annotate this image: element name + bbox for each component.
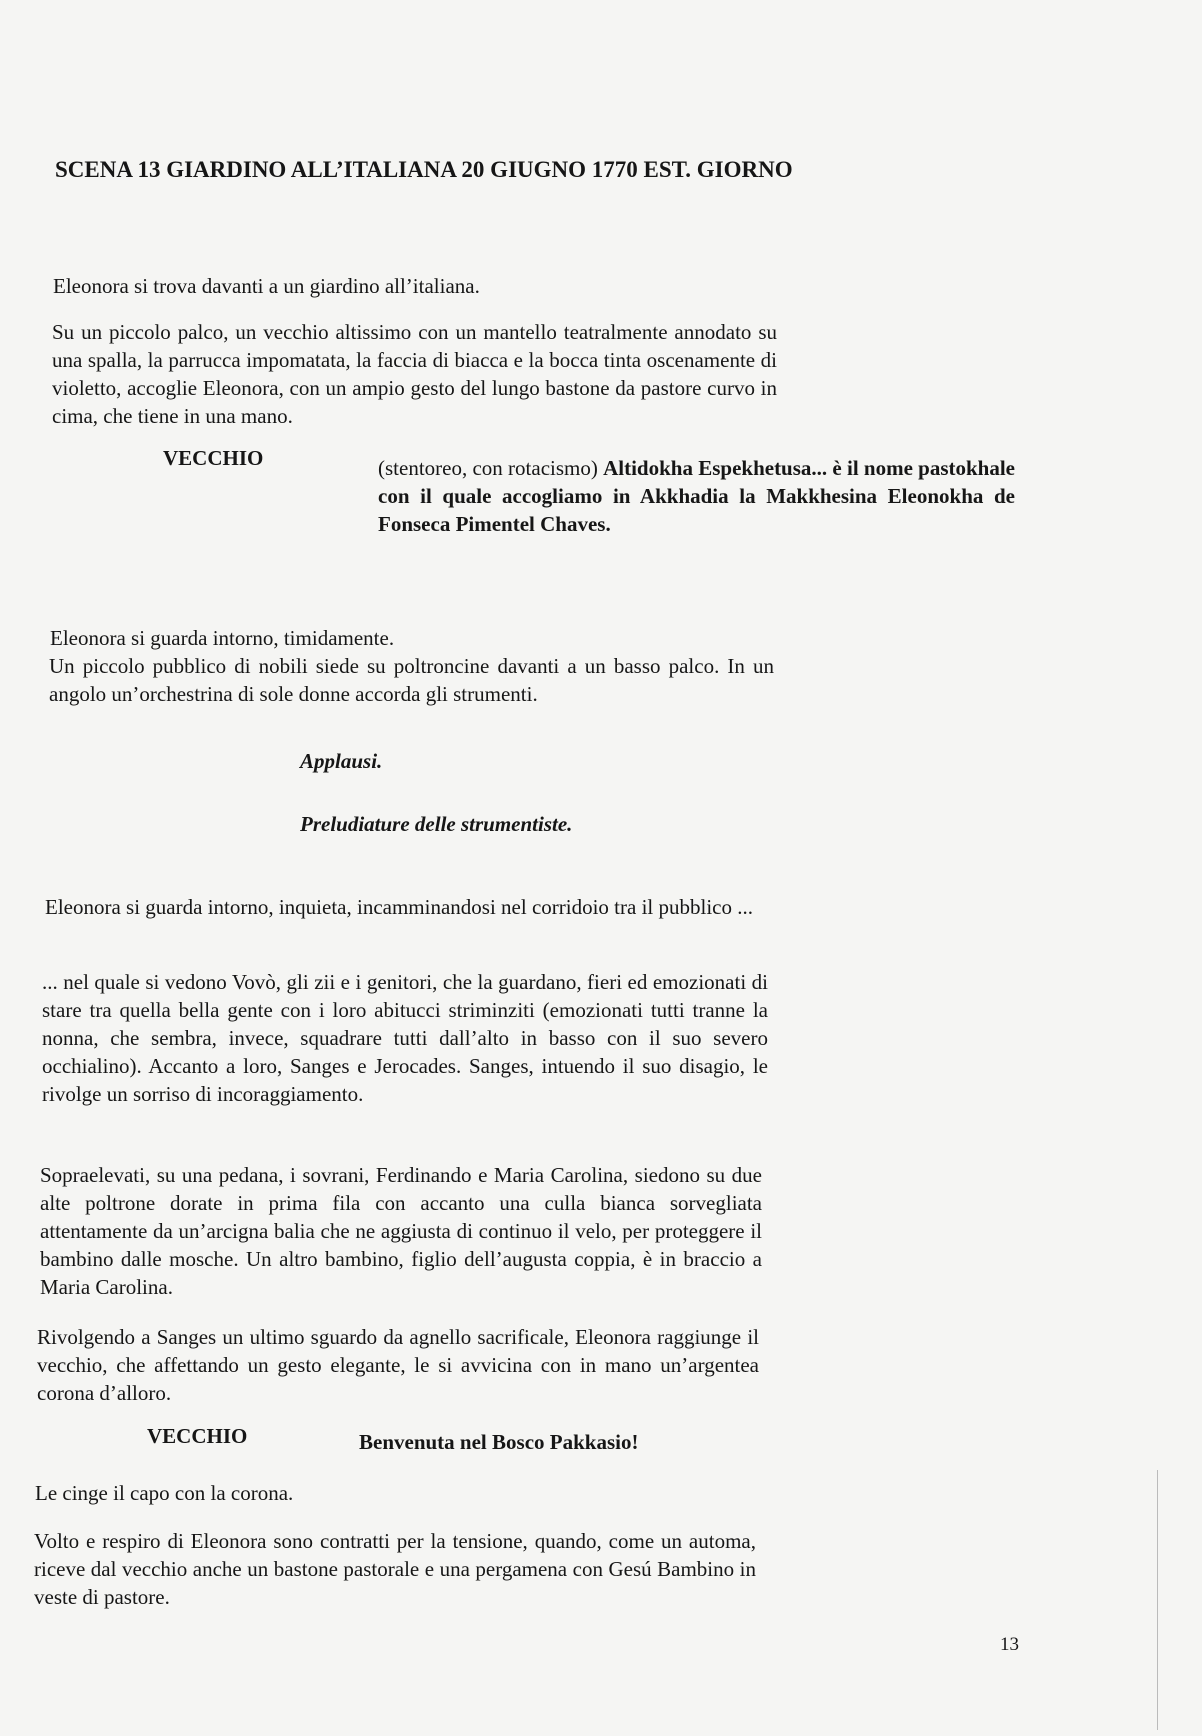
- paragraph: Su un piccolo palco, un vecchio altissimo con un mantello teatralmente annodato su una spalla, la parrucca impomatata, la faccia di biacca e la bocca tinta oscenamente di violetto, accoglie Eleonora, con un ampio gesto del lungo bastone da pastore curvo in cima, che tiene in una mano.: [52, 320, 777, 428]
- paragraph: Volto e respiro di Eleonora sono contratti per la tensione, quando, come un automa, riceve dal vecchio anche un bastone pastorale e una pergamena con Gesú Bambino in veste di pastore.: [34, 1529, 756, 1609]
- paragraph: Sopraelevati, su una pedana, i sovrani, Ferdinando e Maria Carolina, siedono su due alte poltrone dorate in prima fila con accanto una culla bianca sorvegliata attentamente da un’arcigna balia che ne aggiusta di continuo il velo, per proteggere il bambino dalle mosche. Un altro bambino, figlio dell’augusta coppia, è in braccio a Maria Carolina.: [40, 1163, 762, 1299]
- page-number: 13: [1000, 1634, 1019, 1655]
- stage-direction: Applausi.: [300, 749, 383, 773]
- paragraph: ... nel quale si vedono Vovò, gli zii e i genitori, che la guardano, fieri ed emozionati di stare tra quella bella gente con i loro abitucci striminziti (emozionati tutti tranne la nonna, che sembra, invece, squadrare tutti dall’alto in basso con il suo severo occhialino). Accanto a loro, Sanges e Jerocades. Sanges, intuendo il suo disagio, le rivolge un sorriso di incoraggiamento.: [42, 970, 768, 1106]
- dialogue-line: [378, 454, 1015, 538]
- scene-heading: SCENA 13 GIARDINO ALL’ITALIANA 20 GIUGNO 1770 EST. GIORNO: [55, 157, 793, 182]
- spoken-line: Altidokha Espekhetusa... è il nome pastokhale con il quale accogliamo in Akkhadia la Makkhesina Eleonokha de Fonseca Pimentel Chaves.: [378, 456, 1016, 536]
- paragraph: Eleonora si guarda intorno, timidamente.: [50, 626, 395, 650]
- speaker-name: VECCHIO: [163, 446, 264, 470]
- stage-direction: Preludiature delle strumentiste.: [300, 812, 573, 836]
- paragraph: Eleonora si guarda intorno, inquieta, incamminandosi nel corridoio tra il pubblico ...: [45, 895, 753, 919]
- page-edge-line: [1157, 1470, 1158, 1730]
- stage-direction-inline: (stentoreo, con rotacismo): [378, 456, 598, 480]
- paragraph: Un piccolo pubblico di nobili siede su poltroncine davanti a un basso palco. In un angolo un’orchestrina di sole donne accorda gli strumenti.: [49, 654, 774, 706]
- paragraph: Le cinge il capo con la corona.: [35, 1481, 294, 1505]
- speaker-name: VECCHIO: [147, 1424, 248, 1448]
- paragraph: Eleonora si trova davanti a un giardino all’italiana.: [53, 274, 480, 298]
- spoken-line: Benvenuta nel Bosco Pakkasio!: [359, 1430, 639, 1454]
- dialogue-line: [359, 1428, 859, 1456]
- paragraph: Rivolgendo a Sanges un ultimo sguardo da agnello sacrificale, Eleonora raggiunge il vecchio, che affettando un gesto elegante, le si avvicina con in mano un’argentea corona d’alloro.: [37, 1325, 759, 1405]
